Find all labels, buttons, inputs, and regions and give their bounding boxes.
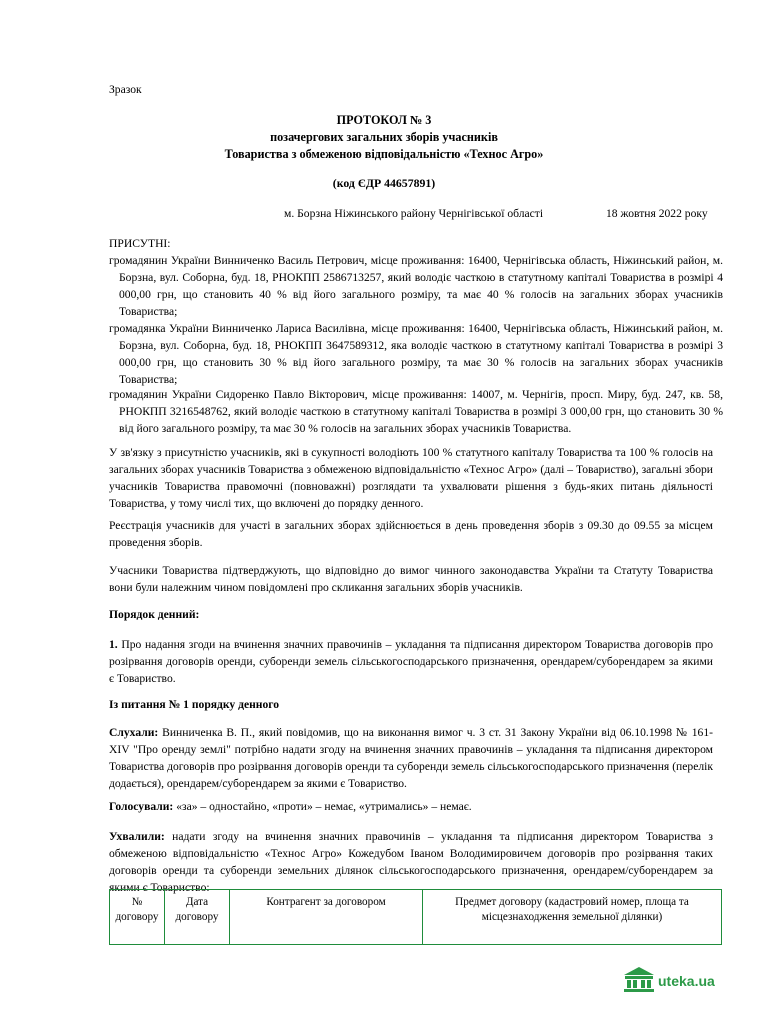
voted-paragraph [109,798,713,815]
meeting-date: 18 жовтня 2022 року [606,207,708,220]
site-logo[interactable]: uteka.ua [658,973,715,989]
agenda-item-text: Про надання згоди на вчинення значних правочинів – укладання та підписання директором Товариства договорів про розірвання договорів оренди, суборенди земель сільськогосподарського призначення, орендарем/суборендарем за якими є Товариство. [109,638,713,685]
question-heading: Із питання № 1 порядку денного [109,698,280,711]
present-label: ПРИСУТНІ: [109,237,171,250]
contracts-table [109,889,722,945]
agenda-heading: Порядок денний: [109,608,200,621]
table-header-cell: № договору [110,890,165,945]
table-header-row [110,890,722,945]
table-header-cell: Дата договору [165,890,230,945]
registration-paragraph: Реєстрація учасників для участі в загальних зборах здійснюється в день проведення зборів з 09.30 до 09.55 за місцем проведення зборів. [109,519,713,549]
participant-item: громадянин України Сидоренко Павло Вікторович, місце проживання: 14007, м. Чернігів, просп. Миру, буд. 247, кв. 58, РНОКПП 3216548762, який володіє часткою в статутному капіталі Товариства в розмірі 3 000,00 грн, що становить 30 % від його загального розміру, та має 30 % голосів на загальних зборах учасників Товариства. [109,388,723,435]
heard-text: Винниченка В. П., який повідомив, що на виконання вимог ч. 3 ст. 31 Закону України від 06.10.1998 № 161-XIV "Про оренду землі" потрібно надати згоду на вчинення значних правочинів – укладання та підписання директором Товариства договорів про розірвання договорів оренди та суборенди земель сільськогосподарського призначення (перелік додається), орендарем/суборендарем за якими є Товариство. [109,726,713,790]
heard-paragraph [109,724,713,792]
decided-text: надати згоду на вчинення значних правочинів – укладання та підписання директором Товариства з обмеженою відповідальністю «Технос Агро» Кожедубом Іваном Володимировичем договорів про розірвання таких договорів оренди та суборенди земельних ділянок сільськогосподарського призначення, орендарем/суборендарем за якими є Товариство: [109,830,713,894]
participant-item: громадянин України Винниченко Василь Петрович, місце проживання: 16400, Чернігівська область, Ніжинський район, м. Борзна, вул. Соборна, буд. 18, РНОКПП 2586713257, який володіє часткою в статутному капіталі Товариства в розмірі 4 000,00 грн, що становить 40 % від його загального розміру, та має 40 % голосів на загальних зборах учасників Товариства; [109,254,723,318]
notification-paragraph: Учасники Товариства підтверджують, що відповідно до вимог чинного законодавства України та Статуту Товариства вони були належним чином повідомлені про скликання загальних зборів учасників. [109,564,713,594]
agenda-item-number: 1. [109,638,118,651]
quorum-paragraph: У зв'язку з присутністю учасників, які в сукупності володіють 100 % статутного капіталу Товариства та 100 % голосів на загальних зборах учасників Товариства з обмеженою відповідальністю «Технос Агро» (далі – Товариство), загальні збори учасників Товариства правомочні (повноважні) розглядати та ухвалювати рішення з будь-яких питань діяльності Товариства, у тому числі тих, що включені до порядку денного. [109,446,713,510]
protocol-subtitle: позачергових загальних зборів учасників [270,130,498,144]
sample-label: Зразок [109,83,142,96]
company-name: Товариства з обмеженою відповідальністю «Технос Агро» [224,147,544,161]
decided-paragraph [109,828,713,896]
company-code: (код ЄДР 44657891) [332,176,436,190]
building-icon [623,966,655,992]
protocol-title: ПРОТОКОЛ № 3 [336,113,432,127]
table-header-cell: Контрагент за договором [230,890,423,945]
voted-label: Голосували: [109,800,174,813]
voted-text: «за» – одностайно, «проти» – немає, «утримались» – немає. [173,800,472,813]
meeting-place: м. Борзна Ніжинського району Чернігівської області [284,207,544,220]
agenda-item [109,636,713,687]
decided-label: Ухвалили: [109,830,165,843]
table-header-cell: Предмет договору (кадастровий номер, площа та місцезнаходження земельної ділянки) [423,890,722,945]
heard-label: Слухали: [109,726,159,739]
participant-item: громадянка України Винниченко Лариса Василівна, місце проживання: 16400, Чернігівська область, Ніжинський район, м. Борзна, вул. Соборна, буд. 18, РНОКПП 3647589312, яка володіє часткою в статутному капіталі Товариства в розмірі 3 000,00 грн, що становить 30 % від його загального розміру, та має 30 % голосів на загальних зборах учасників Товариства; [109,322,723,386]
